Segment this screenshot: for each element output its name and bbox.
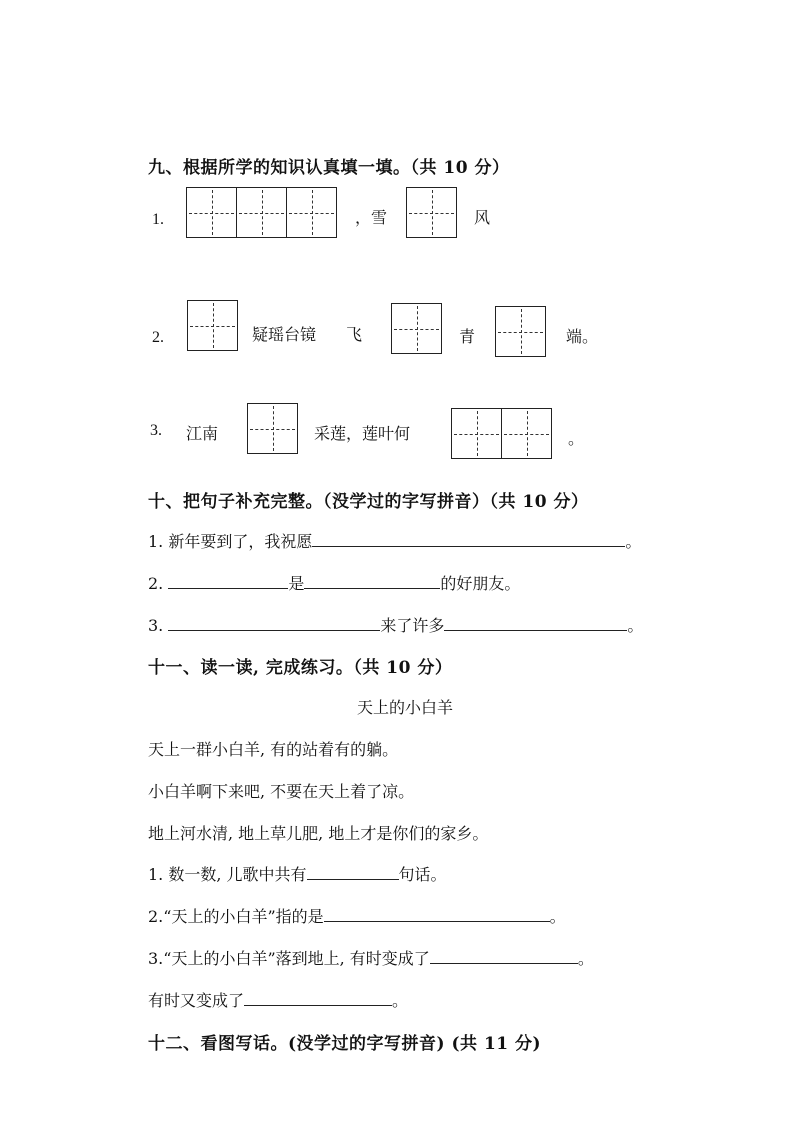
answer-grid-2a[interactable] — [187, 300, 238, 351]
s11-q3b-blank[interactable] — [244, 989, 392, 1006]
item2-text-c: 青 — [459, 327, 476, 346]
item2-text-b: 飞 — [346, 325, 363, 344]
poem-line-1: 天上一群小白羊, 有的站着有的躺。 — [148, 740, 399, 759]
section11-heading: 十一、读一读, 完成练习。（共 10 分） — [148, 658, 453, 678]
s10-line1-blank[interactable] — [312, 530, 625, 547]
s10-line3 — [148, 613, 643, 636]
s11-q3-suffix: 。 — [577, 949, 594, 968]
grid-cell[interactable] — [391, 303, 442, 354]
item3-text-b: 采莲，莲叶何 — [314, 424, 411, 443]
grid-cell[interactable] — [247, 403, 298, 454]
poem-title: 天上的小白羊 — [357, 698, 454, 717]
s11-q3-prefix: 3.“天上的小白羊”落到地上, 有时变成了 — [148, 949, 430, 968]
s10-line3-suffix: 。 — [627, 616, 644, 635]
s10-line2 — [148, 571, 520, 594]
s10-line2-prefix: 2. — [148, 574, 164, 593]
item1-text-b: 风 — [474, 208, 491, 227]
section9-heading: 九、根据所学的知识认真填一填。（共 10 分） — [148, 158, 510, 178]
s10-line3-blank-b[interactable] — [444, 614, 627, 631]
s10-line2-blank-a[interactable] — [168, 572, 288, 589]
answer-grid-1a[interactable] — [186, 187, 337, 238]
answer-grid-3a[interactable] — [247, 403, 298, 454]
item3-number: 3. — [150, 422, 162, 439]
s11-q3b-prefix: 有时又变成了 — [148, 991, 245, 1010]
s10-line2-suffix: 的好朋友。 — [440, 574, 521, 593]
item2-text-d: 端。 — [566, 327, 599, 346]
grid-cell[interactable] — [495, 306, 546, 357]
s10-line3-blank-a[interactable] — [168, 614, 380, 631]
poem-line-2: 小白羊啊下来吧, 不要在天上着了凉。 — [148, 782, 415, 801]
item2-number: 2. — [152, 329, 164, 346]
s11-q3-blank[interactable] — [430, 947, 578, 964]
answer-grid-2c[interactable] — [495, 306, 546, 357]
s10-line1 — [148, 529, 641, 552]
item3-text-c: 。 — [568, 429, 585, 448]
item1-text-a: ，雪 — [355, 208, 388, 227]
s10-line2-middle: 是 — [288, 574, 305, 593]
s11-q3b-suffix: 。 — [392, 991, 409, 1010]
s11-q1-prefix: 1. 数一数, 儿歌中共有 — [148, 865, 307, 884]
s11-q3 — [148, 946, 594, 969]
item2-text-a: 疑瑶台镜 — [252, 325, 317, 344]
s11-q2-suffix: 。 — [549, 907, 566, 926]
s10-line1-prefix: 1. 新年要到了，我祝愿 — [148, 532, 313, 551]
s10-line3-middle: 来了许多 — [380, 616, 445, 635]
grid-cell[interactable] — [186, 187, 237, 238]
s11-q2-blank[interactable] — [324, 905, 550, 922]
poem-line-3: 地上河水清, 地上草儿肥, 地上才是你们的家乡。 — [148, 824, 489, 843]
grid-cell[interactable] — [406, 187, 457, 238]
answer-grid-2b[interactable] — [391, 303, 442, 354]
grid-cell[interactable] — [501, 408, 552, 459]
s10-line3-prefix: 3. — [148, 616, 164, 635]
answer-grid-1b[interactable] — [406, 187, 457, 238]
item3-text-a: 江南 — [186, 424, 219, 443]
item1-number: 1. — [152, 211, 164, 228]
s10-line2-blank-b[interactable] — [304, 572, 440, 589]
section10-heading: 十、把句子补充完整。（没学过的字写拼音）（共 10 分） — [148, 492, 589, 512]
s11-q3b — [148, 988, 408, 1011]
s11-q1 — [148, 862, 447, 885]
s11-q2-prefix: 2.“天上的小白羊”指的是 — [148, 907, 324, 926]
grid-cell[interactable] — [286, 187, 337, 238]
grid-cell[interactable] — [187, 300, 238, 351]
section12-heading: 十二、看图写话。(没学过的字写拼音) (共 11 分) — [148, 1034, 542, 1054]
s10-line1-suffix: 。 — [625, 532, 642, 551]
s11-q1-blank[interactable] — [307, 863, 399, 880]
s11-q2 — [148, 904, 566, 927]
grid-cell[interactable] — [236, 187, 287, 238]
answer-grid-3b[interactable] — [451, 408, 552, 459]
grid-cell[interactable] — [451, 408, 502, 459]
s11-q1-suffix: 句话。 — [398, 865, 447, 884]
